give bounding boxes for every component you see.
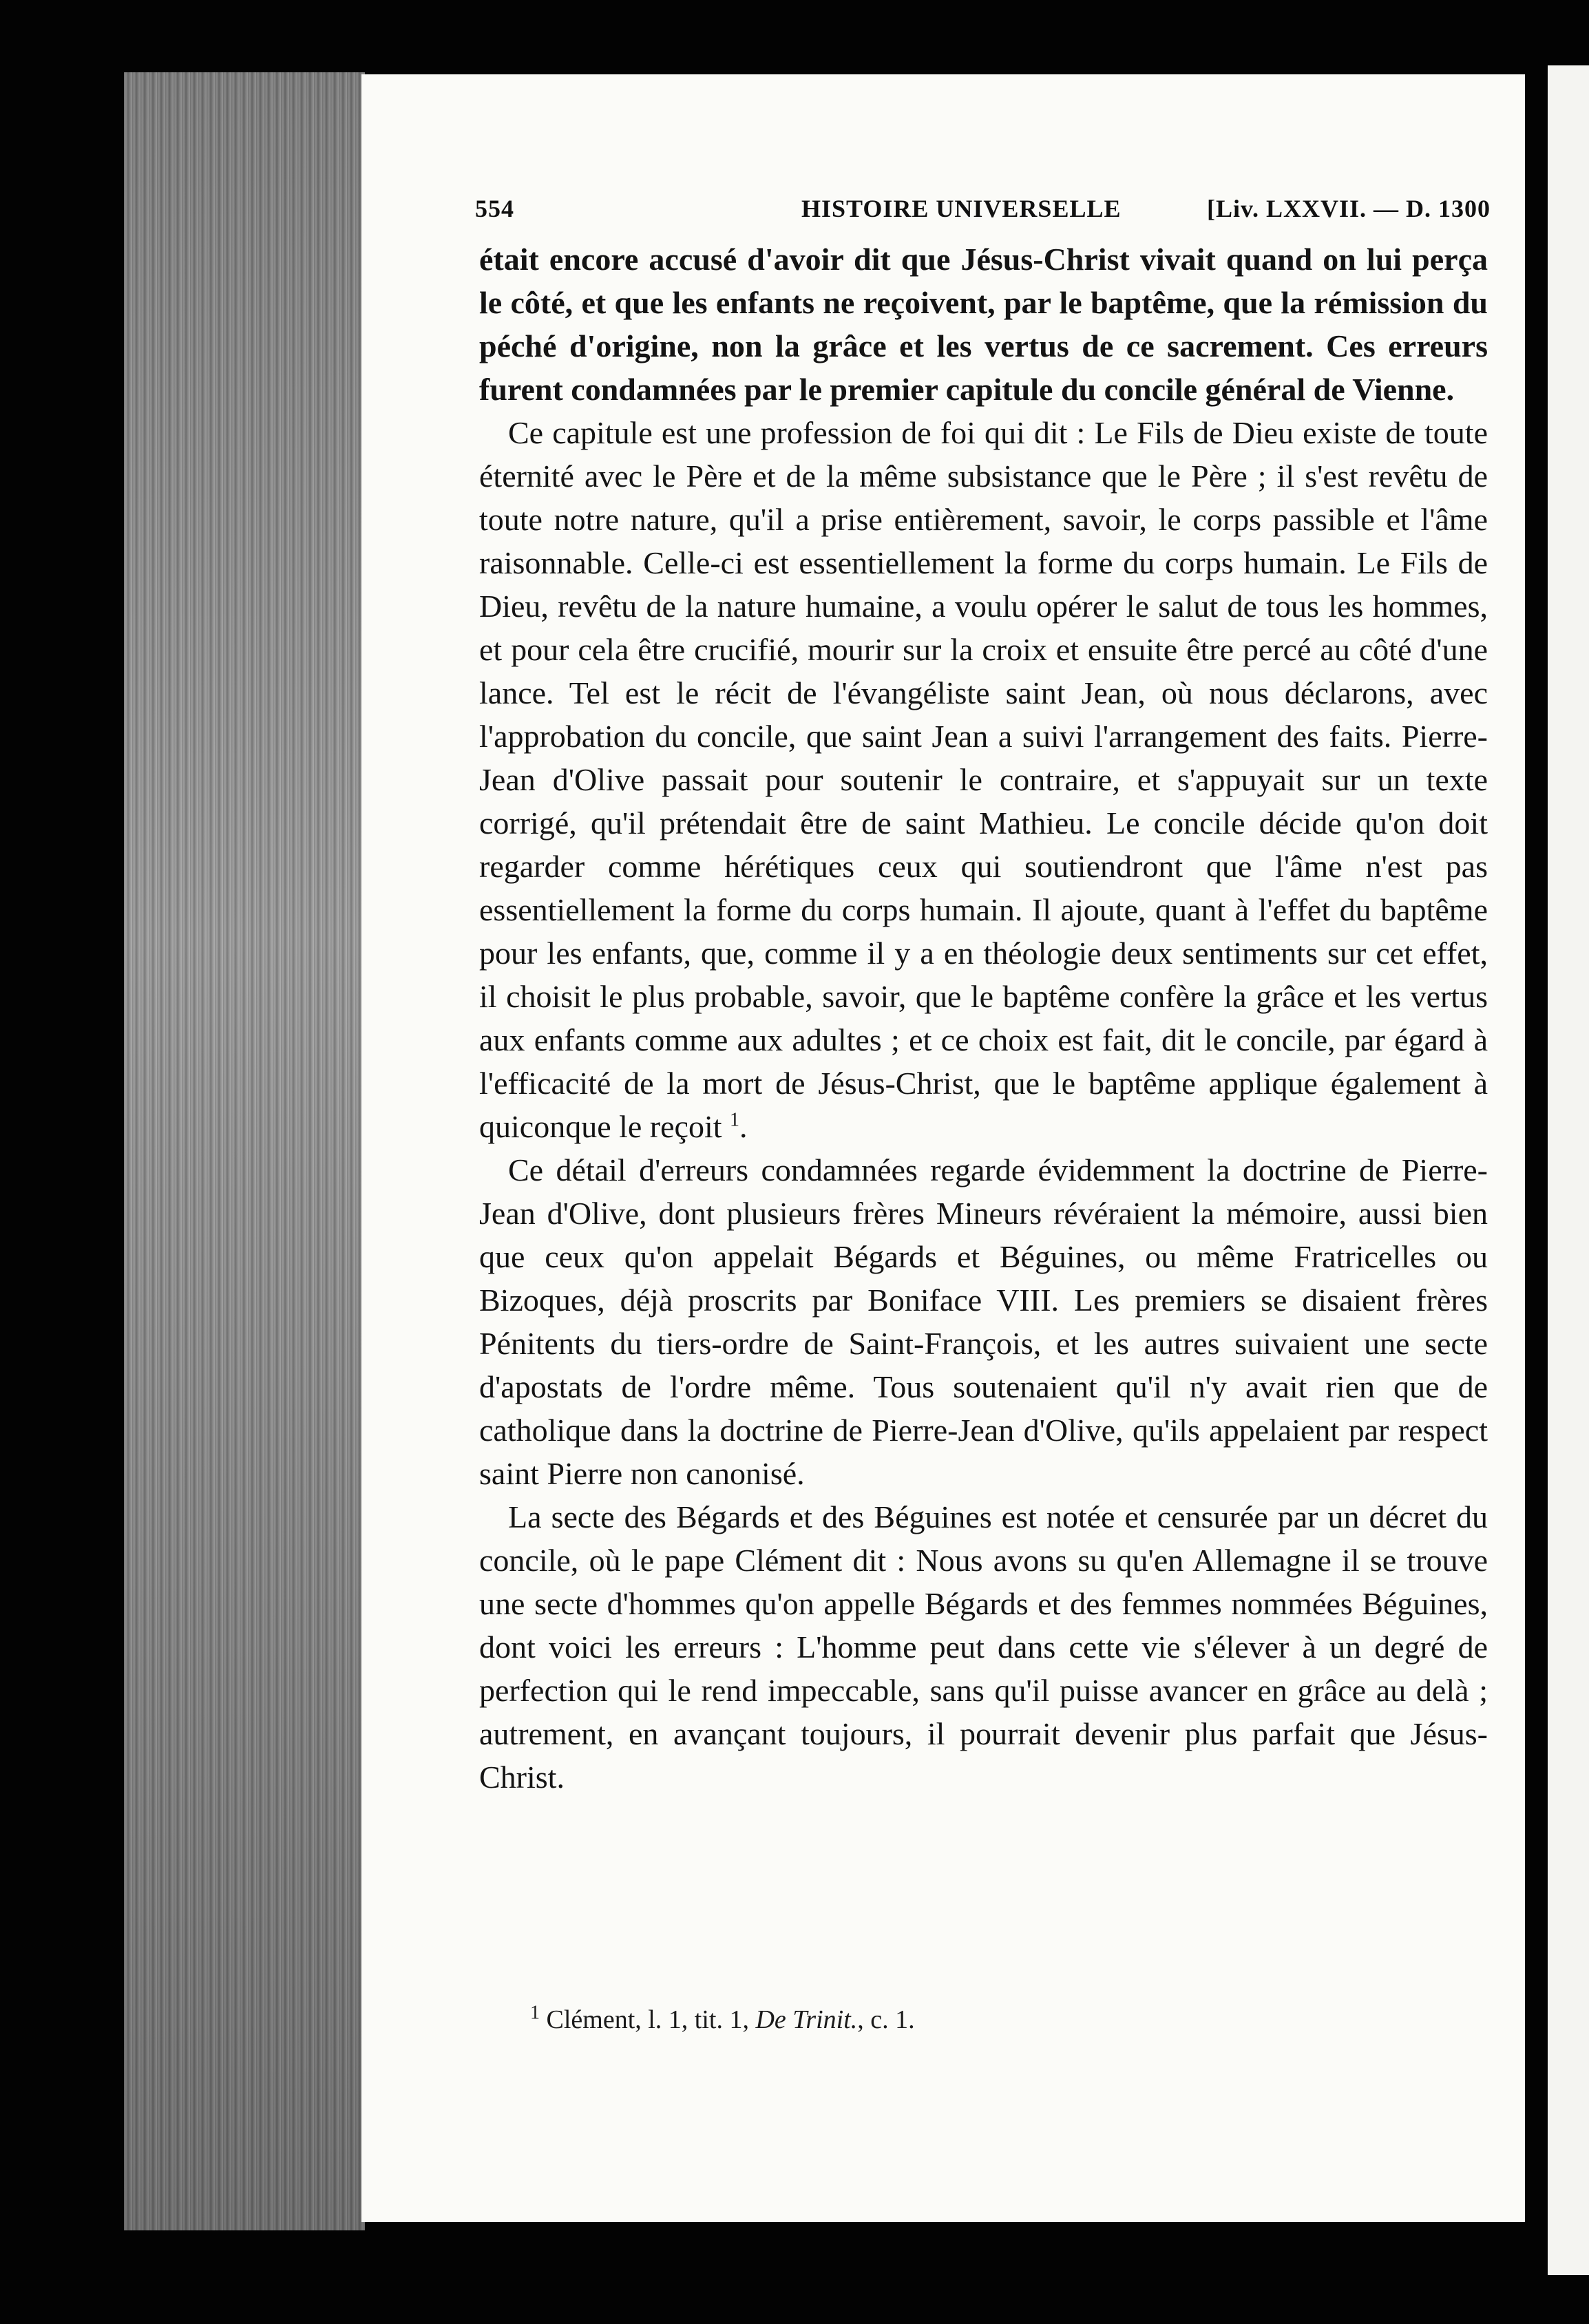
paragraph-2: Ce capitule est une profession de foi qui dit : Le Fils de Dieu existe de toute éternité avec le Père et de la même subsistance que le Père ; il s'est revêtu de toute notre nature, qu'il a prise entièrement, savoir, le corps passible et l'âme raisonnable. Celle-ci est essentiellement la forme du corps humain. Le Fils de Dieu, revêtu de la nature humaine, a voulu opérer le salut de tous les hommes, et pour cela être crucifié, mourir sur la croix et ensuite être percé au côté d'une lance. Tel est le récit de l'évangéliste saint Jean, où nous déclarons, avec l'approbation du concile, que saint Jean a suivi l'arrangement des faits. Pierre-Jean d'Olive passait pour soutenir le contraire, et s'appuyait sur un texte corrigé, qu'il prétendait être de saint Mathieu. Le concile décide qu'on doit regarder comme hérétiques ceux qui soutiendront que l'âme n'est pas essentiellement la forme du corps humain. Il ajoute, quant à l'effet du baptême pour les enfants, que, comme il y a en théologie deux sentiments sur cet effet, il choisit le plus probable, savoir, que le baptême confère la grâce et les vertus aux enfants comme aux adultes ; et ce choix est fait, dit le concile, par égard à l'efficacité de la mort de Jésus-Christ, que le baptême applique également à quiconque le reçoit $^1$.: [479, 415, 1488, 1144]
footnote-ref: 1: [730, 1109, 740, 1131]
header-section: [Liv. LXXVII. — D. 1300: [1206, 195, 1491, 222]
body-text: [479, 237, 1488, 1799]
paragraph-3: Ce détail d'erreurs condamnées regarde évidemment la doctrine de Pierre-Jean d'Olive, dont plusieurs frères Mineurs révéraient la mémoire, aussi bien que ceux qu'on appelait Bégards et Béguines, ou même Fratricelles ou Bizoques, déjà proscrits par Boniface VIII. Les premiers se disaient frères Pénitents du tiers-ordre de Saint-François, et les autres suivaient une secte d'apostats de l'ordre même. Tous soutenaient qu'il n'y avait rien que de catholique dans la doctrine de Pierre-Jean d'Olive, qu'ils appelaient par respect saint Pierre non canonisé.: [479, 1152, 1488, 1491]
footnote-text-before: Clément, l. 1, tit. 1,: [546, 2005, 756, 2034]
paragraph-2-text: Ce capitule est une profession de foi qui dit : Le Fils de Dieu existe de toute éternité avec le Père et de la même subsistance que le Père ; il s'est revêtu de toute notre nature, qu'il a prise entièrement, savoir, le corps passible et l'âme raisonnable. Celle-ci est essentiellement la forme du corps humain. Le Fils de Dieu, revêtu de la nature humaine, a voulu opérer le salut de tous les hommes, et pour cela être crucifié, mourir sur la croix et ensuite être percé au côté d'une lance. Tel est le récit de l'évangéliste saint Jean, où nous déclarons, avec l'approbation du concile, que saint Jean a suivi l'arrangement des faits. Pierre-Jean d'Olive passait pour soutenir le contraire, et s'appuyait sur un texte corrigé, qu'il prétendait être de saint Mathieu. Le concile décide qu'on doit regarder comme hérétiques ceux qui soutiendront que l'âme n'est pas essentiellement la forme du corps humain. Il ajoute, quant à l'effet du baptême pour les enfants, que, comme il y a en théologie deux sentiments sur cet effet, il choisit le plus probable, savoir, que le baptême confère la grâce et les vertus aux enfants comme aux adultes ; et ce choix est fait, dit le concile, par égard à l'efficacité de la mort de Jésus-Christ, que le baptême applique également à quiconque le reçoit: [479, 415, 1488, 1144]
footnote-text-after: , c. 1.: [857, 2005, 915, 2034]
footnote-work-title: De Trinit.: [755, 2005, 858, 2034]
header-title: HISTOIRE UNIVERSELLE: [801, 195, 1122, 222]
footnote-marker: 1: [530, 2002, 540, 2024]
paragraph-1: était encore accusé d'avoir dit que Jésus-Christ vivait quand on lui perça le côté, et que les enfants ne reçoivent, par le baptême, que la rémission du péché d'origine, non la grâce et les vertus de ce sacrement. Ces erreurs furent condamnées par le premier capitule du concile général de Vienne.: [479, 242, 1488, 407]
running-header: [475, 194, 1491, 229]
paragraph-4: La secte des Bégards et des Béguines est notée et censurée par un décret du concile, où le pape Clément dit : Nous avons su qu'en Allemagne il se trouve une secte d'hommes qu'on appelle Bégards et des femmes nommées Béguines, dont voici les erreurs : L'homme peut dans cette vie s'élever à un degré de perfection qui le rend impeccable, sans qu'il puisse avancer en grâce au delà ; autrement, en avançant toujours, il pourrait devenir plus parfait que Jésus-Christ.: [479, 1499, 1488, 1795]
page-edge-stack: [124, 72, 365, 2230]
page-number: 554: [475, 195, 514, 222]
footnote: [530, 2002, 1425, 2035]
next-page-edge: [1548, 65, 1589, 2275]
